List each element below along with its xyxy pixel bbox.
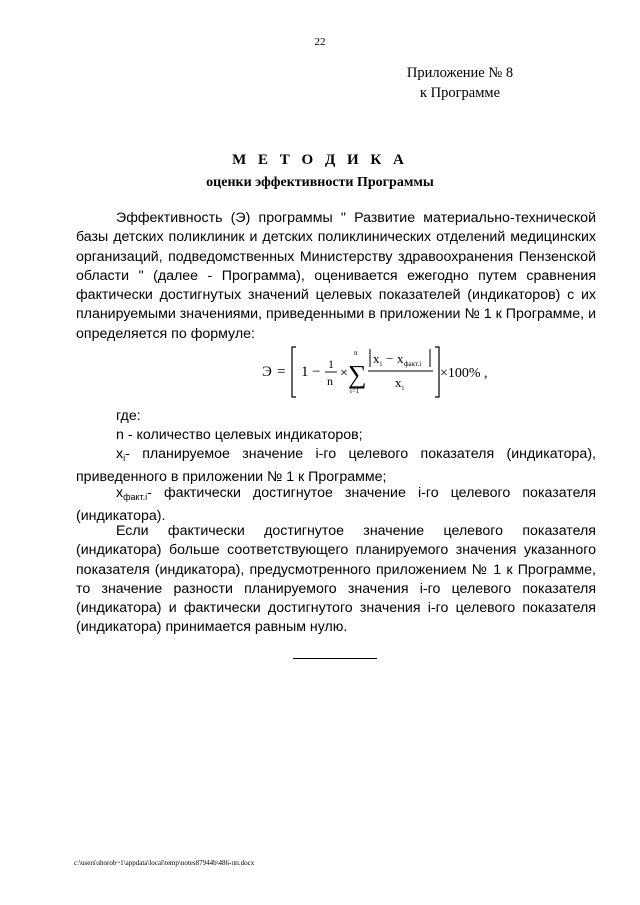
denominator-xi-sub: i: [402, 384, 404, 392]
intro-paragraph: Эффективность (Э) программы " Развитие материально-технической базы детских поликлиник и детских поликлинических отделений медицинских организаций, подведомственных Министерству здравоохранения Пензенской области " (далее - Программа), оценивается ежегодно путем сравнения фактически достигнутых значений целевых показателей (индикаторов) с их планируемыми значениями, приведенными в приложении № 1 к Программе, и определяется по формуле:: [76, 210, 596, 342]
numerator-xfact-sub: факт.i: [404, 360, 422, 368]
sum-upper-limit: n: [354, 349, 358, 357]
document-title: М Е Т О Д И К А: [232, 152, 408, 168]
definition-xi: [76, 445, 596, 488]
where-label: где:: [116, 408, 141, 424]
sum-lower-limit: i=1: [350, 387, 360, 395]
numerator-xfact: x: [397, 351, 404, 366]
footer-file-path: c:\users\shorob~1\appdata\local\temp\notes87944b\486-пп.docx: [74, 859, 255, 867]
xi-subscript: i: [123, 453, 126, 463]
xi-description: - планируемое значение i-го целевого показателя (индикатора), приведенного в приложении № 1 к Программе;: [76, 446, 596, 486]
appendix-reference: к Программе: [419, 85, 501, 101]
document-subtitle: оценки эффективности Программы: [206, 175, 434, 190]
formula-equals: =: [277, 364, 286, 380]
formula-one: 1: [301, 364, 309, 380]
xfact-subscript: факт.i: [123, 492, 148, 502]
definition-n: n - количество целевых индикаторов;: [116, 427, 363, 443]
page-number: 22: [314, 36, 326, 48]
sum-sigma: ∑: [348, 360, 367, 389]
numerator-xi-sub: i: [380, 360, 382, 368]
formula-lhs: Э: [262, 364, 272, 380]
left-bracket: [292, 347, 296, 397]
end-divider: [293, 658, 377, 659]
closing-paragraph: Если фактически достигнутое значение целевого показателя (индикатора) больше соответствующего планируемого значения указанного показателя (индикатора), предусмотренного приложением № 1 к Программе, то значение разности планируемого значения i-го целевого показателя (индикатора) и фактически достигнутого значения i-го целевого показателя (индикатора) принимается равным нулю.: [76, 523, 596, 636]
right-bracket: [435, 347, 439, 397]
formula-times: ×: [340, 366, 348, 381]
xi-variable: x: [116, 446, 124, 462]
denominator-xi: x: [395, 375, 402, 390]
formula-minus: −: [312, 364, 321, 380]
efficiency-formula: [262, 343, 502, 401]
formula-rhs: ×100% ,: [440, 366, 488, 381]
numerator-xi: x: [373, 351, 380, 366]
definition-xfact: [76, 484, 596, 527]
xfact-description: - фактически достигнутое значение i-го целевого показателя (индикатора).: [76, 485, 596, 525]
appendix-number: Приложение № 8: [406, 65, 514, 81]
xfact-variable: x: [116, 485, 124, 501]
numerator-minus: −: [386, 351, 394, 366]
fraction-numerator: 1: [328, 357, 334, 371]
appendix-heading: [398, 63, 522, 103]
fraction-denominator: n: [327, 374, 333, 388]
